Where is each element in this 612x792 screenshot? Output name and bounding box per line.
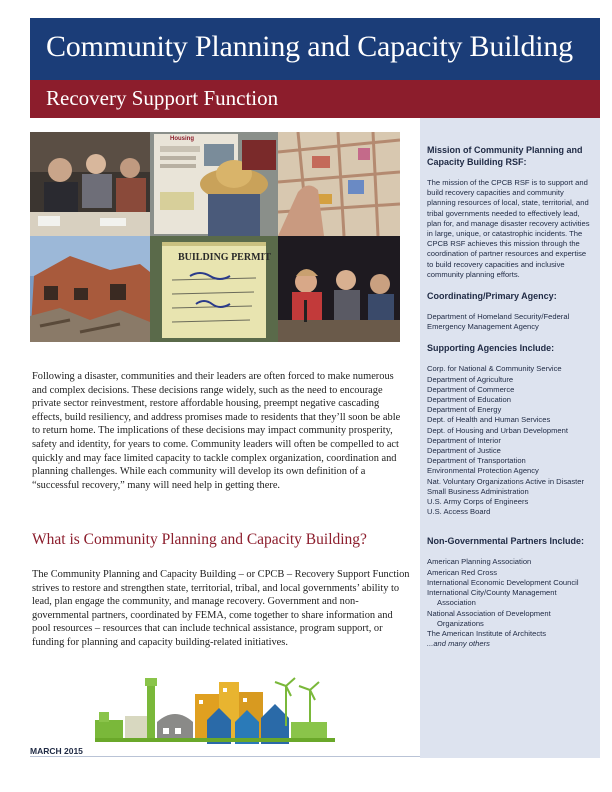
page-subtitle: Recovery Support Function — [46, 86, 279, 110]
city-illustration — [95, 676, 335, 752]
mission-heading: Mission of Community Planning and Capacity Building RSF: — [427, 145, 583, 167]
list-item: American Red Cross — [427, 567, 498, 577]
list-item: Corp. for National & Community Service — [427, 364, 562, 374]
list-item: Department of Education — [427, 395, 512, 405]
meeting-photo — [30, 132, 150, 236]
building-permit-label: BUILDING PERMIT — [178, 252, 272, 263]
list-item: Environmental Protection Agency — [427, 466, 539, 476]
section-paragraph: The Community Planning and Capacity Building – or CPCB – Recovery Support Function strives to restore and strengthen state, territorial, tribal, and local governments’ ability to lead, plan engage the community, and manage recovery. Government and non-governmental partners, coordinated by FEMA, come together to share information and pool resources – resources that can include technical assistance, program support, or funding for planning and capacity building-related initiatives. — [32, 569, 410, 648]
list-item: U.S. Army Corps of Engineers — [427, 497, 529, 507]
header-subtitle-bar — [30, 80, 600, 118]
footer-divider — [30, 756, 420, 757]
list-item: National Association of Development Organizations — [427, 608, 551, 628]
housing-planning-photo — [150, 132, 278, 236]
list-item: International Economic Development Council — [427, 577, 579, 587]
list-item: The American Institute of Architects — [427, 628, 547, 638]
list-item: Small Business Administration — [427, 486, 529, 496]
header-title-bar — [30, 18, 600, 80]
mission-text: The mission of the CPCB RSF is to support and build recovery capacities and community planning resources of local, state, territorial, and tribal governments needed to effectively lead, plan for, and manage disaster recovery activities in large, unique, or catastrophic incidents. The CPCB RSF achieves this mission through the coordination of partner resources and expertise to build recovery capacities and inclusive community planning efforts. — [427, 178, 590, 279]
page-title: Community Planning and Capacity Building — [46, 30, 573, 63]
list-item: U.S. Access Board — [427, 507, 491, 517]
list-item: ...and many others — [427, 639, 490, 649]
supporting-agencies-list — [427, 364, 594, 517]
list-item: Department of Justice — [427, 446, 501, 456]
map-planning-photo — [278, 132, 400, 236]
building-permit-photo — [150, 236, 278, 342]
panel-discussion-photo — [278, 236, 400, 342]
housing-photo-label: Housing — [170, 136, 194, 142]
list-item: Department of Energy — [427, 405, 502, 415]
ngo-partners-list — [427, 557, 594, 649]
list-item: International City/County Management Association — [427, 588, 557, 608]
list-item: Dept. of Health and Human Services — [427, 415, 551, 425]
damaged-building-photo — [30, 236, 150, 342]
list-item: Dept. of Housing and Urban Development — [427, 425, 568, 435]
list-item: Department of Commerce — [427, 384, 515, 394]
photo-collage — [30, 132, 400, 342]
coordinating-agency-text: Department of Homeland Security/Federal Emergency Management Agency — [427, 312, 570, 332]
list-item: Department of Transportation — [427, 456, 526, 466]
ngo-partners-heading: Non-Governmental Partners Include: — [427, 536, 585, 547]
list-item: Department of Interior — [427, 435, 501, 445]
section-heading: What is Community Planning and Capacity Building? — [32, 531, 367, 548]
list-item: Department of Agriculture — [427, 374, 514, 384]
coordinating-agency-heading: Coordinating/Primary Agency: — [427, 291, 557, 302]
sidebar-panel — [420, 118, 600, 758]
footer-date: MARCH 2015 — [30, 746, 83, 756]
supporting-agencies-heading: Supporting Agencies Include: — [427, 343, 555, 354]
list-item: Nat. Voluntary Organizations Active in Disaster — [427, 476, 585, 486]
intro-paragraph: Following a disaster, communities and their leaders are often forced to make numerous and complex decisions. These decisions range widely, such as the need to encourage private sector reinvestment, restore affordable housing, preempt negative cascading effects, build resiliency, and address promises made to residents that they’ll soon be able to return home. The implications of these decisions may impact community prosperity, safety and identity, for years to come. Community leaders will often be compelled to act quickly and may face limited capacity to tackle complex organization, coordination and planning challenges. While each community will develop its own definition of a “successful recovery,” many will need help in getting there. — [32, 371, 401, 491]
list-item: American Planning Association — [427, 557, 532, 567]
